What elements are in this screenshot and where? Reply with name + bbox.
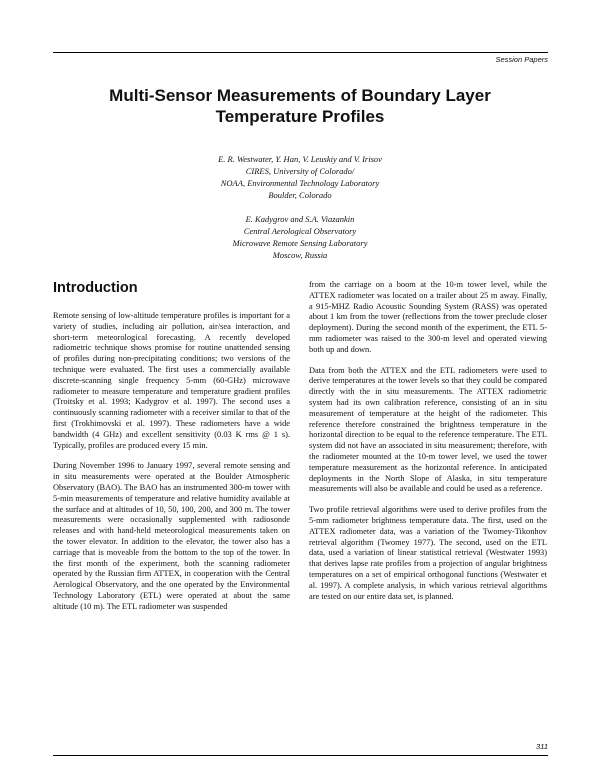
author-names: E. R. Westwater, Y. Han, V. Leuskiy and V. Irisov <box>218 154 382 164</box>
paper-title <box>60 85 540 127</box>
affiliation-line: Microwave Remote Sensing Laboratory <box>232 238 368 248</box>
author-block-1 <box>60 153 540 201</box>
right-column <box>309 280 547 612</box>
paragraph: from the carriage on a boom at the 10-m tower level, while the ATTEX radiometer was located on a trailer about 25 m away. Finally, a 915-MHZ Radio Acoustic Sounding System (RASS) was operated about 1 km from the tower (reflections from the tower preclude closer deployment). During the second month of the experiment, the ETL 5-mm radiometer was raised to the 300-m level and operated viewing both up and down. <box>309 280 547 354</box>
running-head: Session Papers <box>495 55 548 64</box>
section-heading-introduction: Introduction <box>53 280 138 296</box>
paragraph: Remote sensing of low-altitude temperature profiles is important for a variety of studies, including air pollution, air/sea interaction, and short-term meteorological forecasting. A recently developed radiometric technique shows promise for routine unattended sensing of profiles during non-precipitating conditions; two versions of the technique were evaluated. The first uses a commercially available discrete-scanning single frequency 5-mm (60-GHz) microwave radiometer to measure temperature and temperature gradient profiles (Troitsky et al. 1993; Kadygrov et al. 1997). The second uses a continuously scanning radiometer with a receiver similar to that of the first (Trokhimovski et al. 1997). These radiometers have a wide bandwidth (4 GHz) and excellent sensitivity (0.03 K rms @ 1 s). Typically, profiles are produced every 15 min. <box>53 311 290 450</box>
paragraph: Data from both the ATTEX and the ETL radiometers were used to derive temperatures at the tower levels so that they could be compared directly with the in situ measurements. The ATTEX radiometric system had its own calibration reference, consisting of an in situ measurement of temperature at the height of the radiometer. This reference therefore constrained the brightness temperature in the horizontal direction to be equal to the reference temperature. The ETL system did not have an associated in situ measurement; therefore, with the radiometer mounted at the 10-m tower level, we used the tower temperature measurement as the horizontal reference. In anticipated deployments in the North Slope of Alaska, in situ temperature measurements will also be available and could be used as a reference. <box>309 365 547 494</box>
location-line: Boulder, Colorado <box>268 190 332 200</box>
affiliation-line: NOAA, Environmental Technology Laboratory <box>220 178 380 188</box>
title-line-2: Temperature Profiles <box>215 107 385 126</box>
top-rule <box>53 52 548 53</box>
left-column <box>53 311 290 623</box>
paragraph: During November 1996 to January 1997, several remote sensing and in situ measurements were operated at the Boulder Atmospheric Observatory (BAO). The BAO has an instrumented 300-m tower with 5-min measurements of temperature and relative humidity available at the surface and at altitudes of 10, 50, 100, 200, and 300 m. The tower measurements were occasionally supplemented with radiosonde releases and with hand-held meteorological measurements taken on the tower elevator. In addition to the elevator, the tower also has a carriage that is moveable from the bottom to the top of the tower. In the first month of the experiment, both the scanning radiometer operated by the Russian firm ATTEX, in cooperation with the Central Aerological Observatory, and the one operated by the Environmental Technology Laboratory (ETL) were operated at about the same altitude (10 m). The ETL radiometer was suspended <box>53 461 290 611</box>
affiliation-line: Central Aerological Observatory <box>243 226 357 236</box>
author-block-2 <box>60 213 540 261</box>
page-number: 311 <box>536 742 548 751</box>
title-line-1: Multi-Sensor Measurements of Boundary Layer <box>109 86 491 105</box>
paragraph: Two profile retrieval algorithms were used to derive profiles from the 5-mm radiometer brightness temperature data. The first, used on the ATTEX radiometer data, was a variation of the Twomey-Tikonhov retrieval algorithm (Twomey 1977). The second, used on the ETL data, used a variation of linear statistical retrieval (Westwater 1993) that derives lapse rate profiles from a projection of angular brightness temperatures on a set of empirical orthogonal functions (Westwater et al. 1997). A complete analysis, in which various retrieval algorithms are tested on our entire data set, is planned. <box>309 505 547 601</box>
location-line: Moscow, Russia <box>272 250 328 260</box>
bottom-rule <box>53 755 548 756</box>
affiliation-line: CIRES, University of Colorado/ <box>245 166 355 176</box>
author-names: E. Kadygrov and S.A. Viazankin <box>245 214 355 224</box>
